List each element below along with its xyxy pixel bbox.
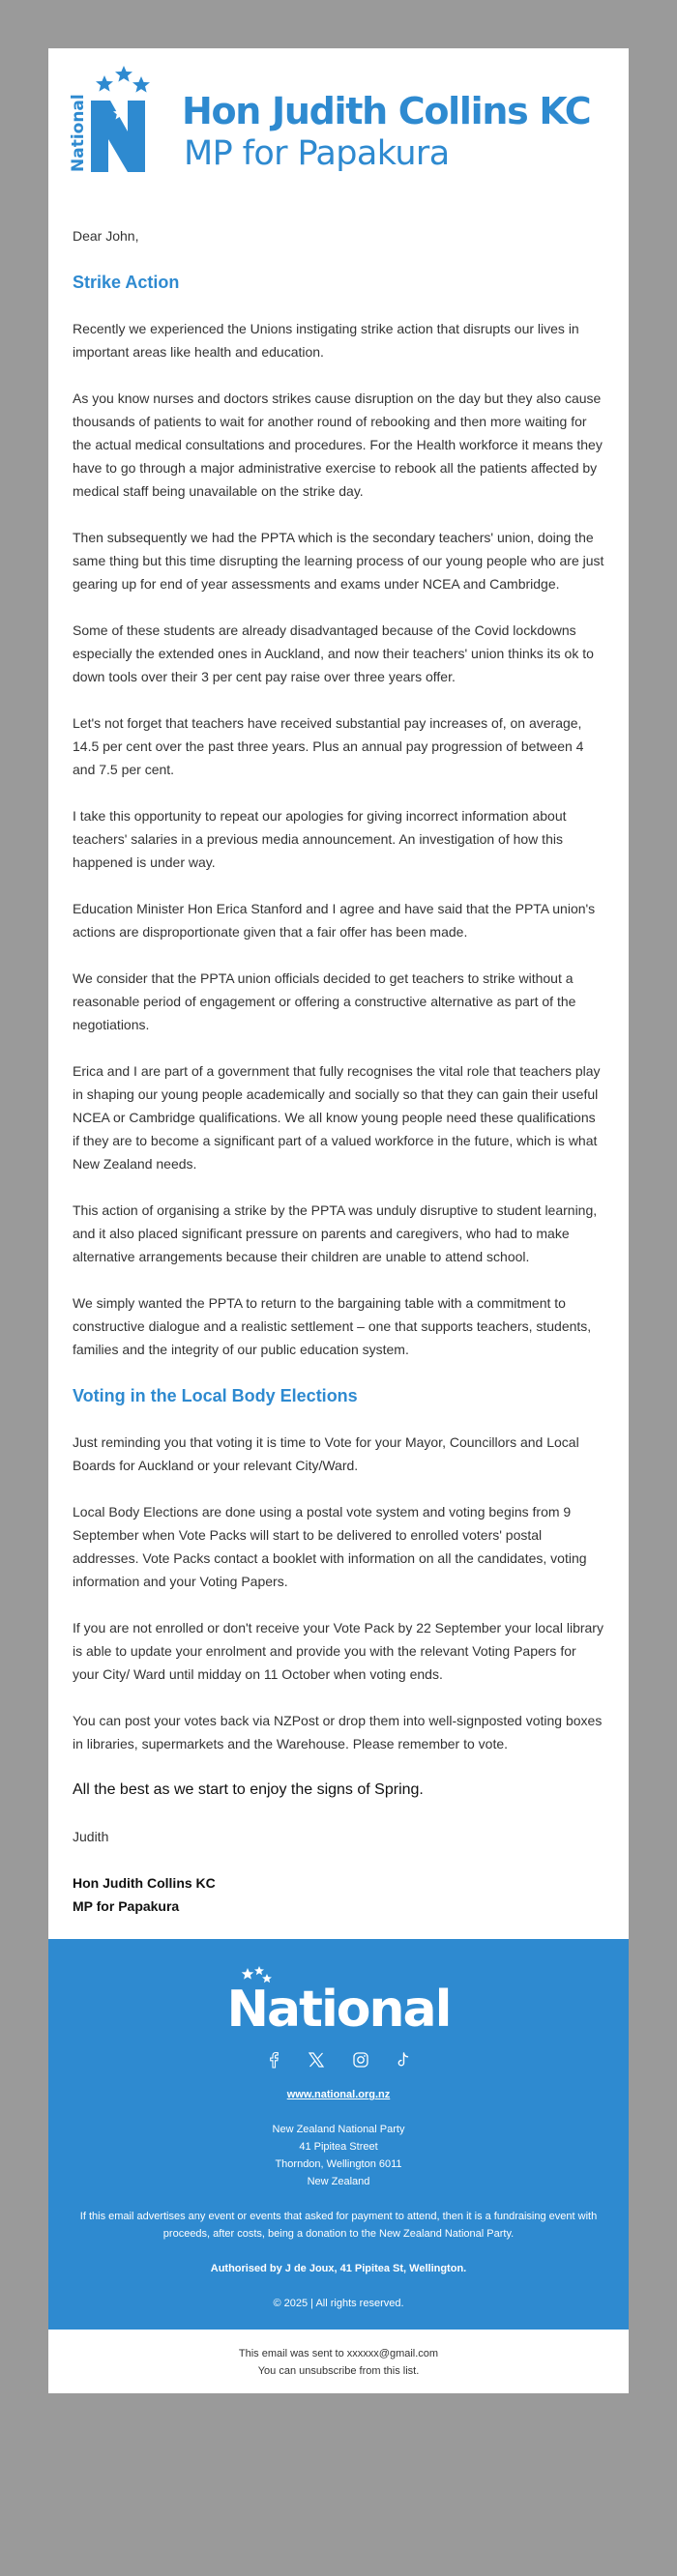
paragraph: Then subsequently we had the PPTA which is the secondary teachers' union, doing the same thing but this time disrupting the learning process of our young people who are just gearing up for end of year assessments and exams under NCEA and Cambridge. (73, 530, 604, 592)
logo-star-3 (132, 76, 150, 93)
paragraph: Recently we experienced the Unions instigating strike action that disrupts our lives in important areas like health and education. (73, 321, 579, 360)
fundraising-disclaimer: If this email advertises any event or events that asked for payment to attend, then it is a fundraising event with proceeds, after costs, being a donation to the New Zealand National Party. (79, 2211, 598, 2241)
paragraph: We consider that the PPTA union officials decided to get teachers to strike without a reasonable period of engagement or offering a constructive alternative as part of the negotiations. (73, 970, 576, 1032)
party-address (77, 2121, 600, 2190)
paragraph: Local Body Elections are done using a postal vote system and voting begins from 9 September when Vote Packs will start to be delivered to enrolled voters' postal addresses. Vote Packs contact a booklet with information on all the candidates, voting information and your Voting Papers. (73, 1504, 587, 1589)
signature-role: MP for Papakura (73, 1898, 180, 1914)
greeting: Dear John, (73, 228, 139, 244)
email-header (48, 48, 629, 184)
paragraph: Let's not forget that teachers have received substantial pay increases of, on average, 14.5 per cent over the past three years. Plus an annual pay progression of between 4 and 7.5 per cent. (73, 715, 584, 777)
instagram-icon[interactable] (352, 2051, 369, 2069)
logo-star-1 (96, 75, 113, 92)
facebook-icon[interactable] (266, 2051, 281, 2069)
section-heading-voting: Voting in the Local Body Elections (73, 1386, 358, 1405)
national-footer-logo-icon (222, 1966, 455, 2030)
paragraph: If you are not enrolled or don't receive your Vote Pack by 22 September your local library is able to update your enrolment and provide you with the relevant Voting Papers for your City/ Ward until midday on 11 October when voting ends. (73, 1620, 603, 1682)
sent-to-notice: This email was sent to xxxxxx@gmail.com (238, 2348, 439, 2360)
paragraph: Just reminding you that voting it is time to Vote for your Mayor, Councillors and Local Boards for Auckland or your relevant City/Ward. (73, 1434, 579, 1473)
x-icon[interactable] (308, 2051, 325, 2069)
address-line: New Zealand (307, 2176, 370, 2188)
closing-line: All the best as we start to enjoy the signs of Spring. (73, 1781, 424, 1798)
paragraph: We simply wanted the PPTA to return to the bargaining table with a commitment to constructive dialogue and a realistic settlement – one that supports teachers, students, families and the integrity of our public education system. (73, 1295, 592, 1357)
copyright: © 2025 | All rights reserved. (273, 2298, 404, 2310)
authorised-by: Authorised by J de Joux, 41 Pipitea St, Wellington. (210, 2263, 467, 2275)
paragraph: This action of organising a strike by the PPTA was unduly disruptive to student learning, and it also placed significant pressure on parents and caregivers, who had to make alternative arrangements because their children are unable to attend school. (73, 1202, 598, 1264)
email-body (48, 184, 629, 1918)
email-footer (48, 1939, 629, 2330)
footer-logo-text: National (226, 1981, 451, 2030)
paragraph: Erica and I are part of a government that fully recognises the vital role that teachers play in shaping our young people academically and socially so that they can gain their useful NCEA or Cambridge qualifications. We all know young people need these qualifications if they are to become a significant part of a valued workforce in the future, which is what New Zealand needs. (73, 1063, 601, 1172)
tiktok-icon[interactable] (396, 2051, 411, 2069)
paragraph: You can post your votes back via NZPost or drop them into well-signposted voting boxes in libraries, supermarkets and the Warehouse. Please remember to vote. (73, 1713, 603, 1751)
address-line: New Zealand National Party (272, 2124, 405, 2136)
paragraph: Some of these students are already disadvantaged because of the Covid lockdowns especially the extended ones in Auckland, and now their teachers' union thinks its ok to down tools over their 3 per cent pay raise over three years offer. (73, 622, 594, 684)
national-logo-icon (60, 62, 157, 176)
paragraph: As you know nurses and doctors strikes cause disruption on the day but they also cause thousands of patients to wait for another round of rebooking and then more waiting for the actual medical consultations and procedures. For the Health workforce it means they have to go through a major administrative exercise to rebook all the patients affected by medical staff being unavailable on the strike day. (73, 391, 603, 499)
header-title: Hon Judith Collins KC (182, 90, 591, 132)
email-bottom-notice (48, 2330, 629, 2393)
unsubscribe-link[interactable]: You can unsubscribe from this list. (257, 2365, 420, 2378)
signature-name: Hon Judith Collins KC (73, 1875, 216, 1891)
address-line: Thorndon, Wellington 6011 (275, 2158, 402, 2171)
paragraph: I take this opportunity to repeat our apologies for giving incorrect information about teachers' salaries in a previous media announcement. An investigation of how this happened is under way. (73, 808, 567, 870)
address-line: 41 Pipitea Street (299, 2141, 378, 2154)
header-subtitle: MP for Papakura (184, 134, 450, 173)
logo-national-text: National (69, 94, 88, 172)
social-links (77, 2051, 600, 2069)
website-link[interactable]: www.national.org.nz (286, 2089, 391, 2101)
section-heading-strike: Strike Action (73, 273, 180, 292)
paragraph: Education Minister Hon Erica Stanford and I agree and have said that the PPTA union's actions are disproportionate given that a fair offer has been made. (73, 901, 596, 940)
sign-name: Judith (73, 1829, 109, 1844)
logo-star-2 (115, 66, 132, 82)
email-card (48, 48, 629, 2393)
